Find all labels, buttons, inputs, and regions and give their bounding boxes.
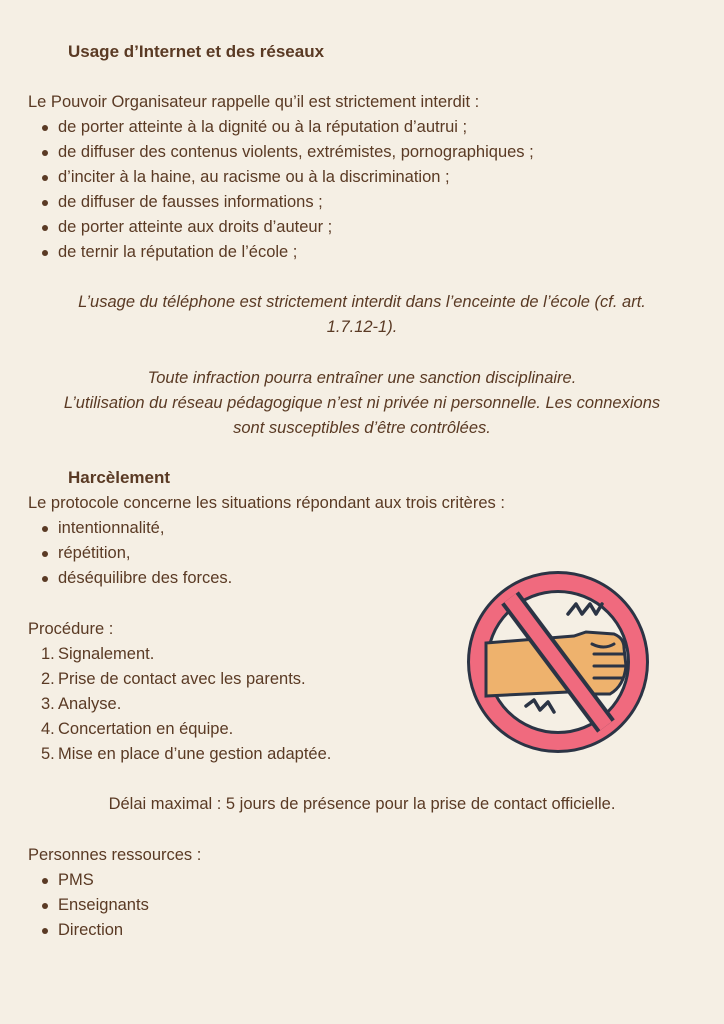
internet-section-title: Usage d’Internet et des réseaux <box>68 42 325 61</box>
list-item <box>28 667 331 692</box>
step-text: Analyse. <box>58 695 122 713</box>
step-number: 2. <box>41 670 55 688</box>
list-item: intentionnalité, <box>28 516 232 541</box>
phone-rule <box>20 290 704 340</box>
procedure-label: Procédure : <box>28 620 114 638</box>
sanction-line: Toute infraction pourra entraîner une sanction disciplinaire. <box>147 369 577 387</box>
network-line2: sont susceptibles d’être contrôlées. <box>233 419 491 437</box>
list-item <box>28 742 331 767</box>
list-item: répétition, <box>28 541 232 566</box>
list-item: PMS <box>28 868 149 893</box>
list-item: de diffuser des contenus violents, extrémistes, pornographiques ; <box>28 140 534 165</box>
procedure-steps <box>28 642 331 767</box>
harassment-intro: Le protocole concerne les situations répondant aux trois critères : <box>28 494 505 512</box>
criteria-list <box>28 516 232 591</box>
phone-rule-line2: 1.7.12-1). <box>326 318 398 336</box>
list-item: Direction <box>28 918 149 943</box>
network-line1: L’utilisation du réseau pédagogique n’est ni privée ni personnelle. Les connexions <box>63 394 661 412</box>
internet-prohibitions-list <box>28 115 534 265</box>
sanction-note <box>20 366 704 441</box>
list-item <box>28 642 331 667</box>
phone-rule-line1: L’usage du téléphone est strictement interdit dans l’enceinte de l’école (cf. art. <box>78 293 646 311</box>
resources-label: Personnes ressources : <box>28 846 202 864</box>
no-violence-icon <box>464 568 652 756</box>
harassment-section-title: Harcèlement <box>68 468 171 487</box>
step-text: Concertation en équipe. <box>58 720 234 738</box>
list-item: déséquilibre des forces. <box>28 566 232 591</box>
step-number: 5. <box>41 745 55 763</box>
list-item: de porter atteinte aux droits d’auteur ; <box>28 215 534 240</box>
list-item: d’inciter à la haine, au racisme ou à la discrimination ; <box>28 165 534 190</box>
step-text: Prise de contact avec les parents. <box>58 670 306 688</box>
list-item: de diffuser de fausses informations ; <box>28 190 534 215</box>
resources-list <box>28 868 149 943</box>
deadline-note: Délai maximal : 5 jours de présence pour la prise de contact officielle. <box>108 795 616 813</box>
list-item: de ternir la réputation de l’école ; <box>28 240 534 265</box>
step-number: 1. <box>41 645 55 663</box>
step-text: Signalement. <box>58 645 155 663</box>
list-item: de porter atteinte à la dignité ou à la réputation d’autrui ; <box>28 115 534 140</box>
list-item <box>28 692 331 717</box>
list-item <box>28 717 331 742</box>
step-text: Mise en place d’une gestion adaptée. <box>58 745 332 763</box>
list-item: Enseignants <box>28 893 149 918</box>
internet-intro: Le Pouvoir Organisateur rappelle qu’il est strictement interdit : <box>28 93 480 111</box>
step-number: 3. <box>41 695 55 713</box>
step-number: 4. <box>41 720 55 738</box>
